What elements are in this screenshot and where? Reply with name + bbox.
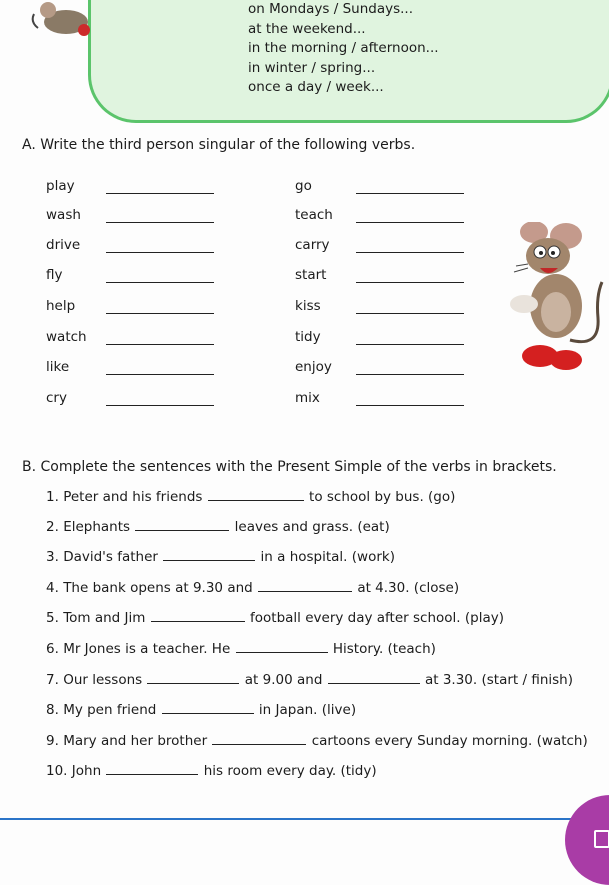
- verb: like: [46, 359, 70, 375]
- verb-row: [0, 207, 480, 229]
- mouse-small-illustration: [30, 0, 100, 42]
- answer-blank[interactable]: [236, 651, 328, 653]
- sentence-text: The bank opens at 9.30 and: [63, 580, 253, 596]
- sentence-number: 10.: [46, 763, 68, 779]
- sentence-text: Tom and Jim: [63, 610, 146, 626]
- sentence-text: in a hospital. (work): [260, 549, 395, 565]
- answer-blank[interactable]: [147, 682, 239, 684]
- sentence-text: History. (teach): [332, 641, 436, 657]
- verb: fly: [46, 267, 63, 283]
- verb: mix: [295, 390, 320, 406]
- answer-blank[interactable]: [208, 499, 304, 501]
- answer-blank[interactable]: [163, 559, 255, 561]
- time-phrase: once a day / week...: [248, 79, 384, 96]
- verb: teach: [295, 207, 333, 223]
- answer-line[interactable]: [356, 252, 464, 253]
- sentence-text: at 3.30. (start / finish): [424, 672, 573, 688]
- verb-row: [0, 298, 480, 320]
- answer-line[interactable]: [356, 313, 464, 314]
- verb: cry: [46, 390, 67, 406]
- sentence-number: 1.: [46, 489, 59, 505]
- sentence-number: 8.: [46, 702, 59, 718]
- answer-line[interactable]: [356, 405, 464, 406]
- verb: enjoy: [295, 359, 332, 375]
- sentence-text: his room every day. (tidy): [203, 763, 377, 779]
- time-expressions: [248, 0, 439, 98]
- sentence-text: Our lessons: [63, 672, 143, 688]
- answer-line[interactable]: [106, 313, 214, 314]
- answer-blank[interactable]: [151, 620, 245, 622]
- sentence-text: Peter and his friends: [63, 489, 203, 505]
- verb: play: [46, 178, 75, 194]
- sentence: [46, 733, 588, 749]
- verb-row: [0, 267, 480, 289]
- answer-blank[interactable]: [106, 773, 198, 775]
- answer-line[interactable]: [106, 405, 214, 406]
- sentence: [46, 549, 395, 565]
- verb-row: [0, 237, 480, 259]
- sentence-text: leaves and grass. (eat): [234, 519, 390, 535]
- answer-line[interactable]: [106, 344, 214, 345]
- sentence: [46, 641, 436, 657]
- time-phrase: in winter / spring...: [248, 59, 376, 76]
- sentence-number: 5.: [46, 610, 59, 626]
- sentence-number: 3.: [46, 549, 59, 565]
- sentence-text: football every day after school. (play): [250, 610, 504, 626]
- verb: help: [46, 298, 76, 314]
- verb: kiss: [295, 298, 321, 314]
- answer-blank[interactable]: [258, 590, 352, 592]
- corner-square-icon: [594, 830, 609, 848]
- sentence-text: John: [71, 763, 102, 779]
- mouse-illustration: [500, 222, 604, 372]
- sentence-text: Mr Jones is a teacher. He: [63, 641, 231, 657]
- sentence: [46, 702, 356, 718]
- sentence-number: 9.: [46, 733, 59, 749]
- answer-line[interactable]: [106, 252, 214, 253]
- time-phrase: at the weekend...: [248, 20, 366, 37]
- sentence-text: at 9.00 and: [244, 672, 323, 688]
- answer-line[interactable]: [356, 374, 464, 375]
- sentence: [46, 763, 377, 779]
- sentence-text: Mary and her brother: [63, 733, 208, 749]
- answer-line[interactable]: [356, 222, 464, 223]
- answer-line[interactable]: [356, 282, 464, 283]
- sentence-text: My pen friend: [63, 702, 157, 718]
- verb: go: [295, 178, 312, 194]
- answer-line[interactable]: [106, 374, 214, 375]
- answer-blank[interactable]: [162, 712, 254, 714]
- sentence: [46, 672, 573, 688]
- verb: watch: [46, 329, 87, 345]
- answer-blank[interactable]: [328, 682, 420, 684]
- sentence: [46, 519, 390, 535]
- answer-line[interactable]: [106, 193, 214, 194]
- verb-row: [0, 329, 480, 351]
- sentence-text: at 4.30. (close): [357, 580, 460, 596]
- sentence-number: 2.: [46, 519, 59, 535]
- sentence-text: to school by bus. (go): [309, 489, 456, 505]
- answer-line[interactable]: [356, 344, 464, 345]
- sentence: [46, 489, 455, 505]
- verb: wash: [46, 207, 81, 223]
- sentence-number: 4.: [46, 580, 59, 596]
- verb-row: [0, 390, 480, 412]
- verb: start: [295, 267, 327, 283]
- verb: tidy: [295, 329, 321, 345]
- sentence: [46, 580, 459, 596]
- sentence-number: 6.: [46, 641, 59, 657]
- sentence-text: cartoons every Sunday morning. (watch): [311, 733, 588, 749]
- verb: drive: [46, 237, 81, 253]
- answer-line[interactable]: [106, 282, 214, 283]
- verb-row: [0, 178, 480, 200]
- answer-blank[interactable]: [135, 529, 229, 531]
- sentence: [46, 610, 504, 626]
- verb-row: [0, 359, 480, 381]
- divider-line: [0, 818, 609, 820]
- time-phrase: on Mondays / Sundays...: [248, 1, 413, 17]
- answer-blank[interactable]: [212, 743, 306, 745]
- verb: carry: [295, 237, 330, 253]
- answer-line[interactable]: [356, 193, 464, 194]
- sentence-number: 7.: [46, 672, 59, 688]
- sentence-text: in Japan. (live): [258, 702, 357, 718]
- time-phrase: in the morning / afternoon...: [248, 40, 439, 57]
- sentence-text: David's father: [63, 549, 158, 565]
- section-b-title: B. Complete the sentences with the Present Simple of the verbs in brackets.: [22, 459, 557, 475]
- answer-line[interactable]: [106, 222, 214, 223]
- sentence-text: Elephants: [63, 519, 131, 535]
- section-a-title: A. Write the third person singular of the following verbs.: [22, 137, 416, 153]
